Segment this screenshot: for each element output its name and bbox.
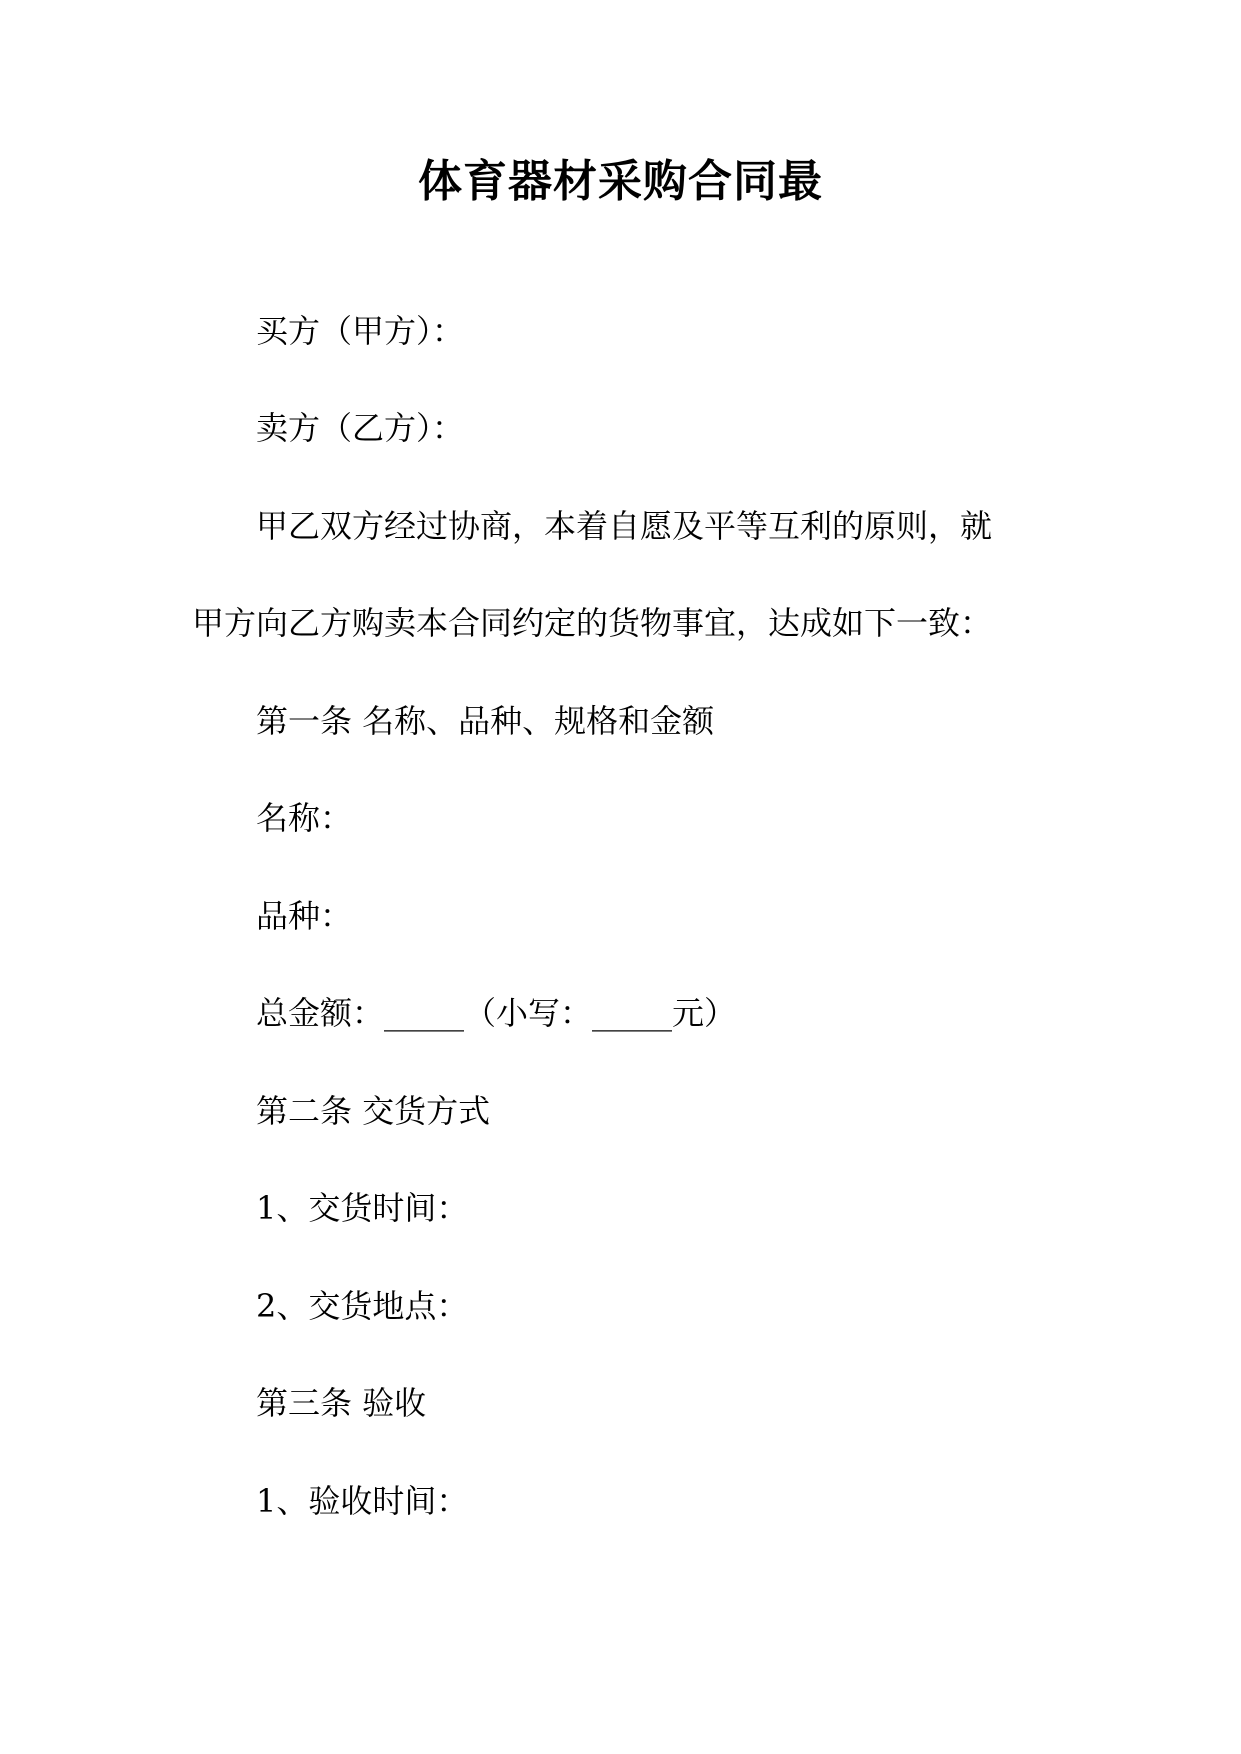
delivery-place-line: 2、交货地点： bbox=[256, 1287, 469, 1325]
name-line: 名称： bbox=[256, 799, 353, 837]
article-3-heading: 第三条 验收 bbox=[256, 1384, 427, 1422]
intro-paragraph-line-2: 甲方向乙方购卖本合同约定的货物事宜，达成如下一致： bbox=[192, 604, 993, 642]
document-title: 体育器材采购合同最 bbox=[418, 156, 823, 207]
buyer-line: 买方（甲方）： bbox=[256, 312, 465, 350]
article-1-heading: 第一条 名称、品种、规格和金额 bbox=[256, 702, 715, 740]
seller-line: 卖方（乙方）： bbox=[256, 409, 465, 447]
total-amount-line: 总金额：_____（小写：_____元） bbox=[256, 994, 737, 1032]
inspection-time-line: 1、验收时间： bbox=[256, 1482, 469, 1520]
article-2-heading: 第二条 交货方式 bbox=[256, 1092, 491, 1130]
variety-line: 品种： bbox=[256, 897, 353, 935]
delivery-time-line: 1、交货时间： bbox=[256, 1189, 469, 1227]
intro-paragraph-line-1: 甲乙双方经过协商，本着自愿及平等互利的原则，就 bbox=[256, 507, 993, 545]
